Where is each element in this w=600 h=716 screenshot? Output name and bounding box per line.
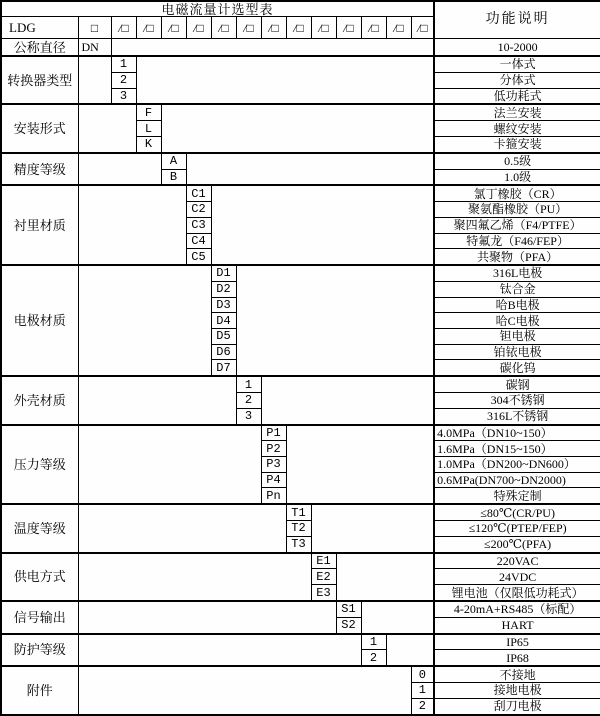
option-description: 共聚物（PFA） bbox=[434, 249, 600, 265]
empty-span bbox=[211, 185, 434, 265]
model-slot: /□ bbox=[261, 17, 286, 39]
option-description: 特殊定制 bbox=[434, 488, 600, 504]
empty-span bbox=[78, 265, 211, 376]
empty-span bbox=[78, 634, 361, 667]
option-description: 钽电极 bbox=[434, 328, 600, 344]
option-code: 2 bbox=[411, 698, 434, 715]
option-code: 1 bbox=[236, 376, 261, 392]
option-description: 316L不锈钢 bbox=[434, 408, 600, 424]
empty-span bbox=[78, 376, 236, 424]
category-label-liner-material: 衬里材质 bbox=[1, 185, 78, 265]
option-description: 不接地 bbox=[434, 666, 600, 682]
option-description: 法兰安装 bbox=[434, 104, 600, 120]
category-label-temperature-rating: 温度等级 bbox=[1, 504, 78, 552]
option-description: 特氟龙（F46/FEP） bbox=[434, 233, 600, 249]
option-description: 316L电极 bbox=[434, 265, 600, 281]
option-description: 24VDC bbox=[434, 569, 600, 585]
option-description: 卡箍安装 bbox=[434, 136, 600, 152]
empty-span bbox=[161, 104, 434, 152]
option-description: 铂铱电极 bbox=[434, 344, 600, 360]
model-slot: /□ bbox=[161, 17, 186, 39]
option-description: 钛合金 bbox=[434, 281, 600, 297]
option-description: 4-20mA+RS485（标配） bbox=[434, 601, 600, 617]
option-code: E1 bbox=[311, 553, 336, 569]
option-description: 螺纹安装 bbox=[434, 121, 600, 137]
option-code: 2 bbox=[361, 650, 386, 666]
dn-code: DN bbox=[78, 39, 111, 57]
model-slot: /□ bbox=[211, 17, 236, 39]
option-code: 2 bbox=[111, 72, 136, 88]
option-description: 0.5级 bbox=[434, 153, 600, 169]
option-code: T3 bbox=[286, 536, 311, 552]
empty-span bbox=[78, 666, 411, 715]
category-label-housing-material: 外壳材质 bbox=[1, 376, 78, 424]
option-code: 1 bbox=[361, 634, 386, 650]
model-slot: /□ bbox=[386, 17, 411, 39]
option-code: C2 bbox=[186, 202, 211, 218]
option-description: 1.0MPa（DN200~DN600） bbox=[434, 457, 600, 473]
option-code: S2 bbox=[336, 617, 361, 633]
empty-span bbox=[361, 601, 434, 634]
option-code: D1 bbox=[211, 265, 236, 281]
option-code: C1 bbox=[186, 185, 211, 201]
option-description: 304不锈钢 bbox=[434, 393, 600, 409]
option-description: 聚四氟乙烯（F4/PTFE） bbox=[434, 217, 600, 233]
option-description: 一体式 bbox=[434, 56, 600, 72]
option-description: 氯丁橡胶（CR） bbox=[434, 185, 600, 201]
empty-span bbox=[186, 153, 434, 186]
category-label-protection-rating: 防护等级 bbox=[1, 634, 78, 667]
category-label-electrode-material: 电极材质 bbox=[1, 265, 78, 376]
option-description: 碳化钨 bbox=[434, 360, 600, 376]
option-code: 1 bbox=[111, 56, 136, 72]
option-code: P1 bbox=[261, 425, 286, 441]
option-code: F bbox=[136, 104, 161, 120]
option-code: 3 bbox=[236, 408, 261, 424]
category-label-power-supply: 供电方式 bbox=[1, 553, 78, 601]
option-code: C3 bbox=[186, 217, 211, 233]
option-description: 220VAC bbox=[434, 553, 600, 569]
empty-span bbox=[78, 185, 186, 265]
category-label-converter-type: 转换器类型 bbox=[1, 56, 78, 104]
category-label-signal-output: 信号输出 bbox=[1, 601, 78, 634]
category-label-diameter: 公称直径 bbox=[1, 39, 78, 57]
table-title: 电磁流量计选型表 bbox=[1, 1, 434, 17]
option-code: S1 bbox=[336, 601, 361, 617]
option-description: ≤120℃(PTEP/FEP) bbox=[434, 521, 600, 537]
model-slot: /□ bbox=[236, 17, 261, 39]
option-description: IP68 bbox=[434, 650, 600, 666]
empty-span bbox=[236, 265, 434, 376]
option-description: 哈C电极 bbox=[434, 313, 600, 329]
option-code: 2 bbox=[236, 393, 261, 409]
option-description: 分体式 bbox=[434, 72, 600, 88]
option-code: K bbox=[136, 136, 161, 152]
empty-span bbox=[336, 553, 434, 601]
option-code: D4 bbox=[211, 313, 236, 329]
model-slot: /□ bbox=[186, 17, 211, 39]
model-slot: /□ bbox=[311, 17, 336, 39]
model-slot: /□ bbox=[361, 17, 386, 39]
option-code: 3 bbox=[111, 88, 136, 104]
option-description: 碳钢 bbox=[434, 376, 600, 392]
option-code: A bbox=[161, 153, 186, 169]
option-code: D7 bbox=[211, 360, 236, 376]
empty-span bbox=[78, 104, 136, 152]
option-code: L bbox=[136, 121, 161, 137]
model-digit-box: □ bbox=[78, 17, 111, 39]
category-label-accessories: 附件 bbox=[1, 666, 78, 715]
option-description: 4.0MPa（DN10~150） bbox=[434, 425, 600, 441]
empty-span bbox=[78, 601, 336, 634]
option-code: B bbox=[161, 169, 186, 185]
option-code: Pn bbox=[261, 488, 286, 504]
empty-span bbox=[78, 425, 261, 505]
option-description: ≤80℃(CR/PU) bbox=[434, 504, 600, 520]
model-slot: /□ bbox=[136, 17, 161, 39]
model-slot: /□ bbox=[286, 17, 311, 39]
function-column-header: 功能说明 bbox=[434, 1, 600, 39]
category-label-installation: 安装形式 bbox=[1, 104, 78, 152]
model-prefix: LDG bbox=[1, 17, 78, 39]
option-description: 聚氨酯橡胶（PU） bbox=[434, 202, 600, 218]
option-code: T2 bbox=[286, 521, 311, 537]
option-description: 低功耗式 bbox=[434, 88, 600, 104]
option-description: ≤200℃(PFA) bbox=[434, 536, 600, 552]
option-code: P4 bbox=[261, 472, 286, 488]
option-code: D3 bbox=[211, 297, 236, 313]
model-slot: /□ bbox=[336, 17, 361, 39]
category-label-accuracy: 精度等级 bbox=[1, 153, 78, 186]
option-description: 1.6MPa（DN15~150） bbox=[434, 441, 600, 457]
option-code: C4 bbox=[186, 233, 211, 249]
option-code: D6 bbox=[211, 344, 236, 360]
option-description: 0.6MPa(DN700~DN2000) bbox=[434, 472, 600, 488]
empty-span bbox=[78, 553, 311, 601]
option-code: 0 bbox=[411, 666, 434, 682]
empty-span bbox=[286, 425, 434, 505]
option-description: 锂电池（仅限低功耗式） bbox=[434, 585, 600, 601]
description-cell: 10-2000 bbox=[434, 39, 600, 57]
option-code: E2 bbox=[311, 569, 336, 585]
category-label-pressure-rating: 压力等级 bbox=[1, 425, 78, 505]
option-code: P2 bbox=[261, 441, 286, 457]
empty-span bbox=[111, 39, 434, 57]
empty-span bbox=[311, 504, 434, 552]
option-code: D5 bbox=[211, 328, 236, 344]
option-description: 哈B电极 bbox=[434, 297, 600, 313]
option-description: 1.0级 bbox=[434, 169, 600, 185]
option-description: IP65 bbox=[434, 634, 600, 650]
option-description: 接地电极 bbox=[434, 682, 600, 698]
empty-span bbox=[78, 56, 111, 104]
option-code: 1 bbox=[411, 682, 434, 698]
empty-span bbox=[136, 56, 434, 104]
option-description: HART bbox=[434, 617, 600, 633]
empty-span bbox=[78, 153, 161, 186]
option-code: T1 bbox=[286, 504, 311, 520]
model-slot: /□ bbox=[411, 17, 434, 39]
option-code: D2 bbox=[211, 281, 236, 297]
option-code: E3 bbox=[311, 585, 336, 601]
option-code: P3 bbox=[261, 457, 286, 473]
option-description: 刮刀电极 bbox=[434, 698, 600, 715]
empty-span bbox=[78, 504, 286, 552]
option-code: C5 bbox=[186, 249, 211, 265]
model-slot: /□ bbox=[111, 17, 136, 39]
empty-span bbox=[261, 376, 434, 424]
empty-span bbox=[386, 634, 434, 667]
